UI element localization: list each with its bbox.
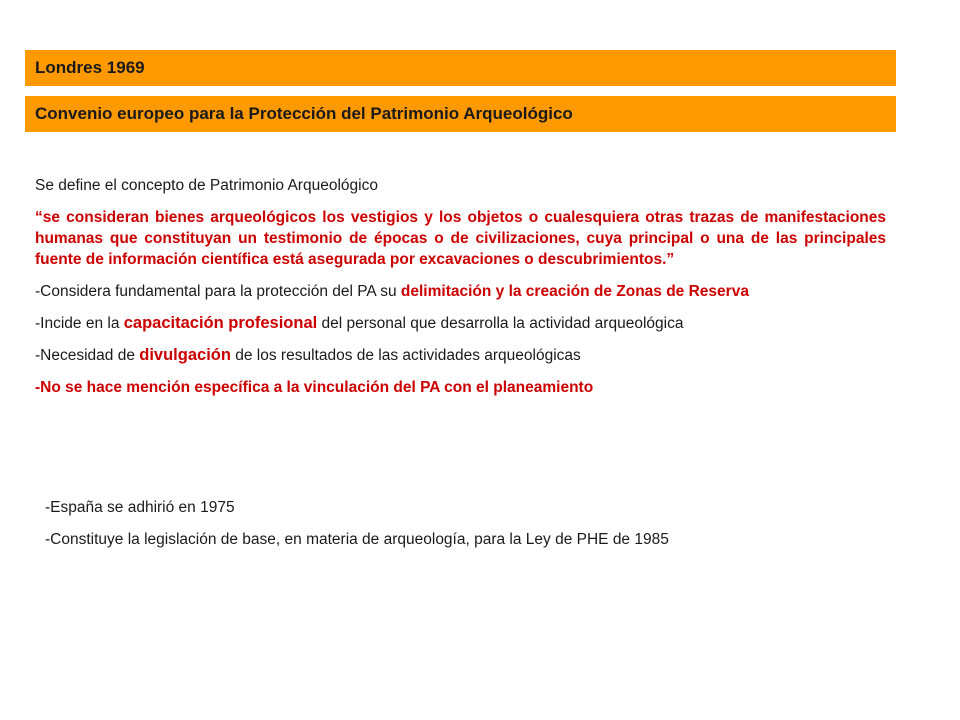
paragraph-text: de los resultados de las actividades arqueológicas [230,347,581,364]
highlight-text: divulgación [139,346,231,364]
quote-paragraph: “se consideran bienes arqueológicos los vestigios y los objetos o cualesquiera otras trazas de manifestaciones humanas que constituyan un testimonio de épocas o de civilizaciones, cuya principal o una de las principales fuente de información científica está asegurada por excavaciones o descubrimientos.” [35,209,886,268]
highlight-text: capacitación profesional [123,314,318,332]
highlight-text: delimitación y la creación de Zonas de Reserva [400,283,749,300]
paragraph-capacitation [35,313,886,334]
main-content [35,175,886,409]
footer-line-legislation: -Constituye la legislación de base, en materia de arqueología, para la Ley de PHE de 1985 [45,531,669,548]
subtitle-banner [25,96,896,132]
footer-content [45,497,886,561]
paragraph-text: -Incide en la [35,315,124,332]
footer-line-adhesion: -España se adhirió en 1975 [45,499,235,516]
paragraph-planning: -No se hace mención específica a la vinculación del PA con el planeamiento [35,379,594,396]
paragraph-text: -Necesidad de [35,347,140,364]
subtitle-text: Convenio europeo para la Protección del Patrimonio Arqueológico [35,104,573,123]
paragraph-text: del personal que desarrolla la actividad arqueológica [317,315,684,332]
intro-paragraph: Se define el concepto de Patrimonio Arqueológico [35,177,378,194]
paragraph-text: -Considera fundamental para la protección del PA su [35,283,401,300]
paragraph-divulgation [35,345,886,366]
paragraph-delimitation [35,281,886,302]
title-banner [25,50,896,86]
title-text: Londres 1969 [35,58,145,77]
